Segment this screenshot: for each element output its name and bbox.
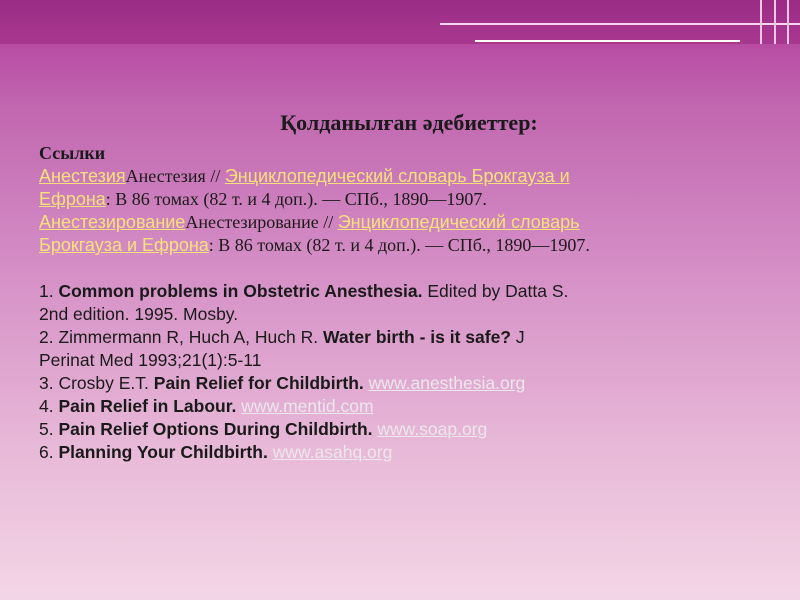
decorative-line [475, 40, 740, 42]
slide-content [39, 110, 759, 464]
reference-tail: : В 86 томах (82 т. и 4 доп.). — СПб., 1890—1907. [208, 235, 590, 255]
reference-title: Planning Your Childbirth. [58, 442, 268, 462]
reference-link[interactable]: Энциклопедический словарь Брокгауза и [224, 166, 570, 186]
list-item: 4. Pain Relief in Labour. www.mentid.com [39, 396, 374, 416]
reference-title: Water birth - is it safe? [323, 327, 511, 347]
list-item: 2nd edition. 1995. Mosby. [39, 304, 239, 324]
reference-link[interactable]: Ефрона [39, 189, 106, 209]
section-heading: Ссылки [39, 143, 106, 163]
list-item: 2. Zimmermann R, Huch A, Huch R. Water birth - is it safe? J [39, 327, 525, 347]
decorative-line [774, 0, 776, 44]
reference-title: Pain Relief Options During Childbirth. [58, 419, 373, 439]
cyr-reference [39, 165, 759, 211]
decorative-line [440, 23, 800, 25]
reference-url-link[interactable]: www.soap.org [377, 419, 488, 439]
reference-link[interactable]: Энциклопедический словарь [337, 212, 580, 232]
reference-title: Common problems in Obstetric Anesthesia. [58, 281, 423, 301]
reference-link[interactable]: Брокгауза и Ефрона [39, 235, 209, 255]
reference-term: Анестезирование // [185, 212, 338, 232]
reference-url-link[interactable]: www.asahq.org [272, 442, 393, 462]
list-item: Perinat Med 1993;21(1):5-11 [39, 350, 262, 370]
reference-title: Pain Relief for Childbirth. [153, 373, 364, 393]
cyr-reference [39, 211, 759, 257]
reference-tail: : В 86 томах (82 т. и 4 доп.). — СПб., 1890—1907. [105, 189, 487, 209]
reference-link[interactable]: Анестезирование [39, 212, 186, 232]
reference-list [39, 280, 759, 464]
decorative-line [787, 0, 789, 44]
header-banner [0, 0, 800, 44]
list-item: 5. Pain Relief Options During Childbirth. www.soap.org [39, 419, 488, 439]
list-item: 1. Common problems in Obstetric Anesthesia. Edited by Datta S. [39, 281, 569, 301]
reference-term: Анестезия // [125, 166, 225, 186]
reference-url-link[interactable]: www.anesthesia.org [368, 373, 526, 393]
reference-title: Pain Relief in Labour. [58, 396, 237, 416]
list-item: 3. Crosby E.T. Pain Relief for Childbirth. www.anesthesia.org [39, 373, 526, 393]
slide-title: Қолданылған әдебиеттер: [280, 110, 538, 135]
reference-url-link[interactable]: www.mentid.com [241, 396, 374, 416]
decorative-line [760, 0, 762, 44]
reference-link[interactable]: Анестезия [39, 166, 126, 186]
list-item: 6. Planning Your Childbirth. www.asahq.org [39, 442, 393, 462]
